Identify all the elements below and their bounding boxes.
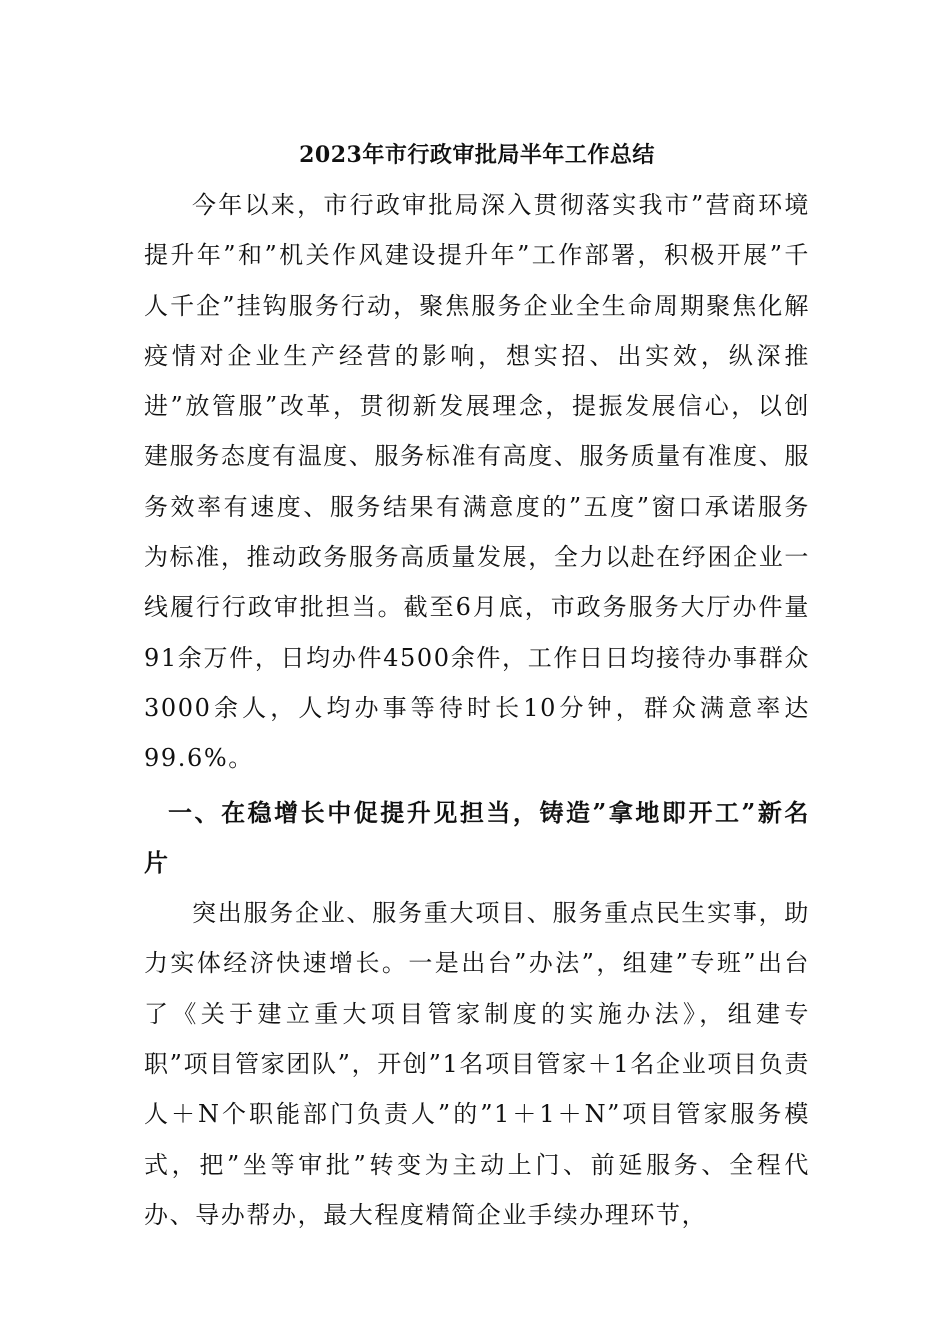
section-1-paragraph: 突出服务企业、服务重大项目、服务重点民生实事，助力实体经济快速增长。一是出台”办法”，组建”专班”出台了《关于建立重大项目管家制度的实施办法》，组建专职”项目管家团队”，开创”1名项目管家＋1名企业项目负责人＋N个职能部门负责人”的”1＋1＋N”项目管家服务模式，把”坐等审批”转变为主动上门、前延服务、全程代办、导办帮办，最大程度精简企业手续办理环节， <box>144 899 810 1229</box>
document-title: 2023年市行政审批局半年工作总结 <box>299 142 655 168</box>
intro-paragraph: 今年以来，市行政审批局深入贯彻落实我市”营商环境提升年”和”机关作风建设提升年”工作部署，积极开展”千人千企”挂钩服务行动，聚焦服务企业全生命周期聚焦化解疫情对企业生产经营的影响，想实招、出实效，纵深推进”放管服”改革，贯彻新发展理念，提振发展信心，以创建服务态度有温度、服务标准有高度、服务质量有准度、服务效率有速度、服务结果有满意度的”五度”窗口承诺服务为标准，推动政务服务高质量发展，全力以赴在纾困企业一线履行行政审批担当。截至6月底，市政务服务大厅办件量91余万件，日均办件4500余件，工作日日均接待办事群众3000余人，人均办事等待时长10分钟，群众满意率达99.6%。 <box>144 191 810 773</box>
document-body <box>144 130 810 1240</box>
section-1-heading: 一、在稳增长中促提升见担当，铸造”拿地即开工”新名片 <box>144 797 810 877</box>
